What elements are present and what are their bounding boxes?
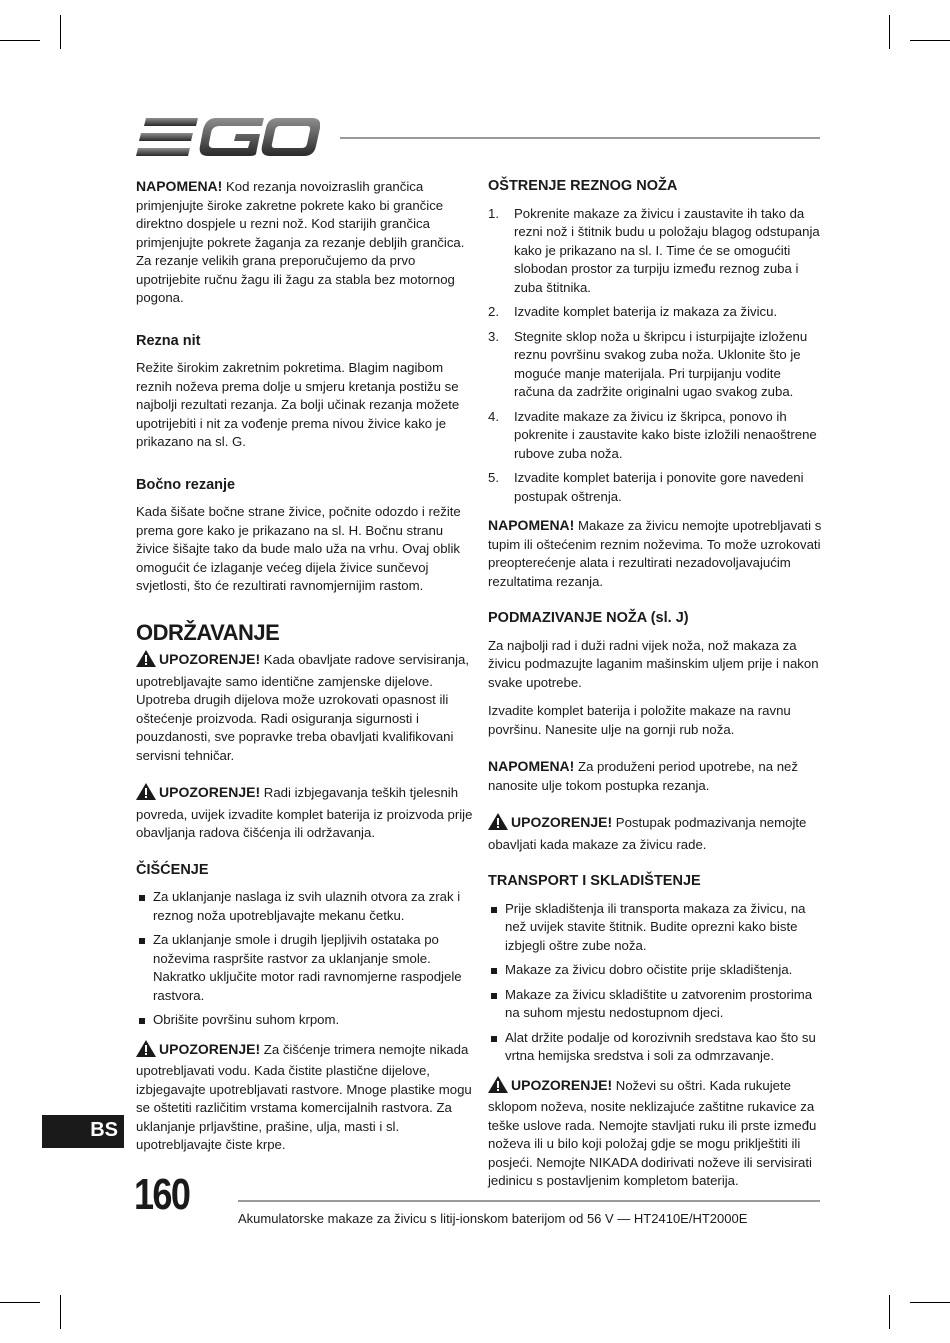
crop-mark (889, 1295, 890, 1329)
note-text: Makaze za živicu nemojte upotrebljavati s tupim ili oštećenim reznim noževima. To može uzrokovati preopterećenje alata i rezultirati nezadovoljavajućim rezultatima rezanja. (488, 518, 822, 589)
list-item-text: Za uklanjanje naslaga iz svih ulaznih otvora za zrak i reznog noža upotrebljavajte mekanu četku. (153, 889, 461, 923)
list-item-text: Prije skladištenja ili transporta makaza za živicu, na než uvijek stavite štitnik. Budite oprezni kako biste izbjegli oštre zube noža. (505, 900, 806, 953)
warning-triangle-icon (136, 783, 156, 806)
crop-mark (910, 40, 950, 41)
note-paragraph (488, 516, 822, 591)
section-heading-ciscenje: ČIŠĆENJE (136, 861, 209, 878)
list-item (488, 900, 822, 956)
warning-text: Postupak podmazivanja nemojte obavljati kada makaze za živicu rade. (488, 815, 807, 852)
bocno-rezanje-text: Kada šišate bočne strane živice, počnite odozdo i režite prema gore kako je prikazano na sl. H. Bočnu stranu živice šišajte tako da bude malo uža na vrhu. Ovaj oblik omogućit će izlaganje većeg dijela živice sunčevoj svjetlosti, što će rezultirati ravnomjernijim rastom. (136, 504, 461, 593)
note-paragraph (488, 757, 822, 795)
warning-text: Radi izbjegavanja teških tjelesnih povreda, uvijek izvadite komplet baterija iz proizvoda prije obavljanja radova čišćenja ili održavanja. (136, 785, 473, 840)
language-tab (42, 1115, 124, 1148)
section-heading-rezna-nit: Rezna nit (136, 332, 201, 349)
crop-mark (889, 15, 890, 49)
note-label: NAPOMENA! (488, 517, 575, 533)
step-text: Izvadite komplet baterija iz makaza za živicu. (514, 304, 778, 319)
warning-paragraph (136, 783, 474, 843)
warning-paragraph (488, 1076, 822, 1191)
note-text: Za produženi period upotrebe, na než nanosite ulje tokom postupka rezanja. (488, 759, 798, 793)
list-item (136, 888, 474, 925)
step-item (488, 205, 822, 298)
warning-label: UPOZORENJE! (511, 1076, 613, 1093)
warning-label: UPOZORENJE! (159, 1040, 261, 1057)
note-paragraph (136, 177, 474, 308)
warning-label: UPOZORENJE! (511, 814, 613, 830)
step-text: Izvadite makaze za živicu iz škripca, ponovo ih pokrenite i zaustavite kako biste izložili nenaoštrene rubove zuba noža. (514, 408, 817, 461)
ciscenje-list (136, 888, 474, 1030)
note-text: Kod rezanja novoizraslih grančica primjenjujte široke zakretne pokrete kako bi grančice direktno dospjele u rezni nož. Kod starijih grančica primjenjujte pokrete žaganja za rezanje debljih grančica. Za rezanje velikih grana preporučujemo da prvo upotrijebite ručnu žagu ili žagu za stabla bez motornog pogona. (136, 179, 465, 305)
page-number: 160 (134, 1170, 190, 1219)
footer-text: Akumulatorske makaze za živicu s litij-ionskom baterijom od 56 V — HT2410E/HT2000E (238, 1211, 748, 1226)
step-item (488, 303, 822, 322)
list-item-text: Za uklanjanje smole i drugih ljepljivih ostataka po noževima raspršite rastvor za uklanjanje smole. Nakratko uključite motor radi ravnomjerne raspodjele rastvora. (153, 932, 462, 1003)
transport-list (488, 900, 822, 1066)
ostrenje-steps (488, 205, 822, 507)
crop-mark (60, 1295, 61, 1329)
warning-text: Za čišćenje trimera nemojte nikada upotrebljavati vodu. Kada čistite plastične dijelove, izbjegavajte upotrebljavati rastvore. Mnoge plastike mogu se oštetiti različitim vrstama komercijalnih rastvora. Za uklanjanje prljavštine, prašine, ulja, masti i sl. upotrebljavajte čiste krpe. (136, 1041, 472, 1152)
note-label: NAPOMENA! (136, 178, 223, 194)
step-number: 5. (488, 470, 499, 485)
bullet-square-icon (139, 895, 145, 901)
warning-text: Kada obavljate radove servisiranja, upotrebljavajte samo identične zamjenske dijelove. Upotreba drugih dijelova može uzrokovati opasnost ili oštećenje proizvoda. Radi osiguranja sigurnosti i pouzdanosti, sve popravke treba obavljati kvalifikovani servisni tehničar. (136, 652, 470, 763)
crop-mark (0, 40, 40, 41)
step-text: Izvadite komplet baterija i ponovite gore navedeni postupak oštrenja. (514, 470, 804, 504)
list-item (488, 961, 822, 980)
list-item-text: Makaze za živicu skladištite u zatvorenim prostorima na suhom mjestu nedostupnom djeci. (505, 986, 813, 1020)
left-column (136, 177, 474, 1165)
bullet-square-icon (139, 938, 145, 944)
list-item (136, 1011, 474, 1030)
list-item-text: Alat držite podalje od korozivnih sredstava kao što su vrtna hemijska sredstva i soli za odmrzavanje. (505, 1029, 816, 1063)
bullet-square-icon (491, 1036, 497, 1042)
section-heading-odrzavanje: ODRŽAVANJE (136, 619, 280, 645)
bullet-square-icon (491, 907, 497, 913)
rezna-nit-text: Režite širokim zakretnim pokretima. Blagim nagibom reznih noževa prema dolje u smjeru kretanja postižu se najbolji rezultati rezanja. Za bolji učinak rezanja možete upotrijebiti i nit za vođenje prema nivou živice kako je prikazano na sl. G. (136, 360, 460, 449)
list-item (488, 1029, 822, 1066)
step-item (488, 469, 822, 506)
warning-paragraph (488, 813, 822, 854)
step-text: Pokrenite makaze za živicu i zaustavite ih tako da rezni nož i štitnik budu u položaju blagog odstupanja kako je prikazano na sl. I. Time će se omogućiti slobodan prostor za turpiju između reznog zuba i zuba štitnika. (514, 205, 820, 295)
warning-triangle-icon (136, 1040, 156, 1063)
warning-paragraph (136, 1040, 474, 1155)
section-heading-podmazivanje: PODMAZIVANJE NOŽA (sl. J) (488, 610, 689, 626)
warning-label: UPOZORENJE! (159, 651, 261, 667)
footer-rule (238, 1200, 820, 1202)
step-number: 2. (488, 304, 499, 319)
warning-triangle-icon (488, 1076, 508, 1099)
podmazivanje-text: Za najbolji rad i duži radni vijek noža, nož makaza za živicu podmazujte laganim mašinskim uljem prije i nakon svake upotrebe. (488, 637, 819, 690)
language-code: BS (90, 1119, 118, 1141)
step-number: 1. (488, 205, 499, 221)
header-rule (340, 137, 820, 139)
step-item (488, 328, 822, 402)
section-heading-bocno-rezanje: Bočno rezanje (136, 476, 236, 493)
list-item (136, 931, 474, 1005)
crop-mark (0, 1302, 40, 1303)
list-item (488, 986, 822, 1023)
right-column (488, 177, 822, 1201)
warning-paragraph (136, 650, 474, 765)
warning-text: Noževi su oštri. Kada rukujete sklopom noževa, nosite neklizajuće zaštitne rukavice za teške uslove rada. Nemojte stavljati ruku ili prste između noževa ili u bilo koji položaj gdje se mogu priklještiti ili posjeći. Nemojte NIKADA dodirivati noževe ili servisirati jedinicu s postavljenim kompletom baterija. (488, 1077, 817, 1188)
ego-logo (136, 116, 320, 165)
list-item-text: Makaze za živicu dobro očistite prije skladištenja. (505, 962, 793, 977)
step-number: 4. (488, 408, 499, 424)
crop-mark (60, 15, 61, 49)
crop-mark (910, 1302, 950, 1303)
bullet-square-icon (139, 1018, 145, 1024)
note-label: NAPOMENA! (488, 758, 575, 774)
list-item-text: Obrišite površinu suhom krpom. (153, 1012, 340, 1027)
bullet-square-icon (491, 968, 497, 974)
bullet-square-icon (491, 993, 497, 999)
section-heading-transport: TRANSPORT I SKLADIŠTENJE (488, 873, 701, 889)
step-text: Stegnite sklop noža u škripcu i isturpijajte izloženu reznu površinu svakog zuba noža. Uklonite što je moguće manje materijala. Pri turpijanju vodite računa da zadržite originalni ugao svakog zuba. (514, 328, 808, 399)
podmazivanje-text: Izvadite komplet baterija i položite makaze na ravnu površinu. Nanesite ulje na gornji rub noža. (488, 703, 791, 737)
section-heading-ostrenje: OŠTRENJE REZNOG NOŽA (488, 178, 678, 194)
step-item (488, 408, 822, 464)
warning-triangle-icon (136, 650, 156, 673)
warning-triangle-icon (488, 813, 508, 836)
warning-label: UPOZORENJE! (159, 784, 261, 800)
step-number: 3. (488, 328, 499, 344)
